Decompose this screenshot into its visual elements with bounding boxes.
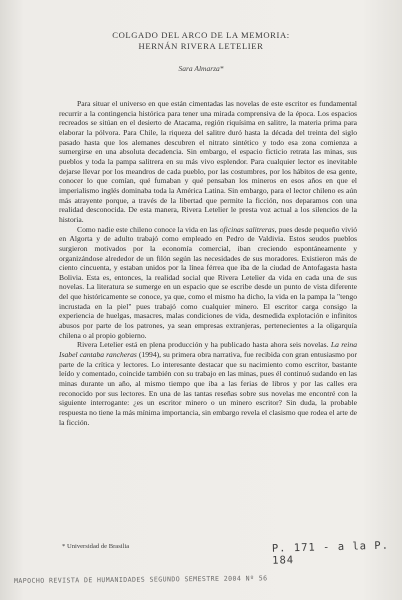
paragraph-2: [59, 225, 357, 341]
paragraph-3-emphasis: La reina Isabel cantaba rancheras: [59, 340, 357, 360]
paragraph-2-emphasis: oficinas salitreras: [219, 224, 275, 234]
paragraph-3: [59, 340, 357, 427]
handwritten-page-reference: P. 171 - a la P. 184: [271, 539, 390, 567]
paragraph-3-text-b: (1994), su primera obra narrativa, fue recibida con gran entusiasmo por parte de la crítica y lectores. Lo interesante destacar que su nacimiento como escritor, bastante leído y comentado, coincide también con su trabajo en las minas, pues él continuó sudando en las minas durante un año, al mismo tiempo que iba a las ferias de libros y por las calles era reconocido por sus lectores. En una de las tantas reseñas sobre sus novelas me encontré con la siguiente interrogante: ¿es un escritor minero o un minero escritor? Sin duda, la probable respuesta no tiene la más mínima importancia, sin embargo revela el clasismo que rodea el arte de la ficción.: [59, 350, 357, 427]
paragraph-3-text-a: Rivera Letelier está en plena producción y ha publicado hasta ahora seis novelas.: [77, 340, 331, 350]
paragraph-2-text-b: , pues desde pequeño vivió en Algorta y de adulto trabajó como empleado en Pedro de Valdivia. Estos seudos pueblos surgieron motivados por la economía comercial, iban creciendo espontáneamente y organizándose alrededor de un filón según las necesidades de sus moradores. Existieron más de ciento cincuenta, y estaban unidos por la línea férrea que iba de la ciudad de Antofagasta hasta Bolivia. Esta es, entonces, la realidad social que Rivera Letelier da vida en cada una de sus novelas. La literatura se sumerge en un espacio que se escribe desde un punto de vista diferente del que históricamente se conoce, ya que, como el mismo ha dicho, la vida en la pampa la "tengo incrustada en la piel" pues trabajó como cualquier minero. El escritor carga consigo la experiencia de huelgas, masacres, malas condiciones de vida, desmedida explotación e infinitos abusos por parte de los patrones, ya sean empresas extranjeras, pertenecientes a la oligarquía chilena o al propio gobierno.: [59, 224, 357, 340]
article-body: [59, 99, 357, 427]
article-author: Sara Almarza*: [178, 64, 224, 73]
handwritten-source-note: MAPOCHO REVISTA DE HUMANIDADES SEGUNDO SEMESTRE 2004 Nº 56: [13, 574, 268, 585]
article-title-line1: COLGADO DEL ARCO DE LA MEMORIA:: [112, 30, 290, 40]
paragraph-2-text-a: Como nadie este chileno conoce la vida en las: [77, 224, 220, 234]
paragraph-1: Para situar el universo en que están cimentadas las novelas de este escritor es fundamental recurrir a la contingencia histórica para tener una mirada comprensiva de la época. Los espacios recreados se sitúan en el desierto de Atacama, región riquísima en salitre, la materia prima para elaborar la pólvora. Para Chile, la riqueza del salitre duró hasta la década del treinta del siglo pasado hasta que los alemanes descubren el nitrato sintético y todo esa zona comienza a sumergirse en una absoluta decadencia. Sin embargo, el espacio ficticio retrata las minas, sus pueblos y toda la pampa salitrera en su más vivo esplendor. Para cualquier lector es inevitable dejarse llevar por los meandros de cada pueblo, por las costumbres, por los hábitos de esa gente, conocer lo que comían, qué fumaban y qué pensaban los mineros en esos años en que el imperialismo inglés dominaba toda la América Latina. Sin embargo, para el lector chileno es aún más atrayente porque, a través de la libertad que permite la ficción, nos deparamos con una realidad desconocida. De esta manera, Rivera Letelier le presta voz actual a los silencios de la historia.: [59, 99, 357, 224]
article-title-line2: HERNÁN RIVERA LETELIER: [138, 41, 264, 51]
footnote: * Universidad de Brasilia: [62, 543, 130, 550]
